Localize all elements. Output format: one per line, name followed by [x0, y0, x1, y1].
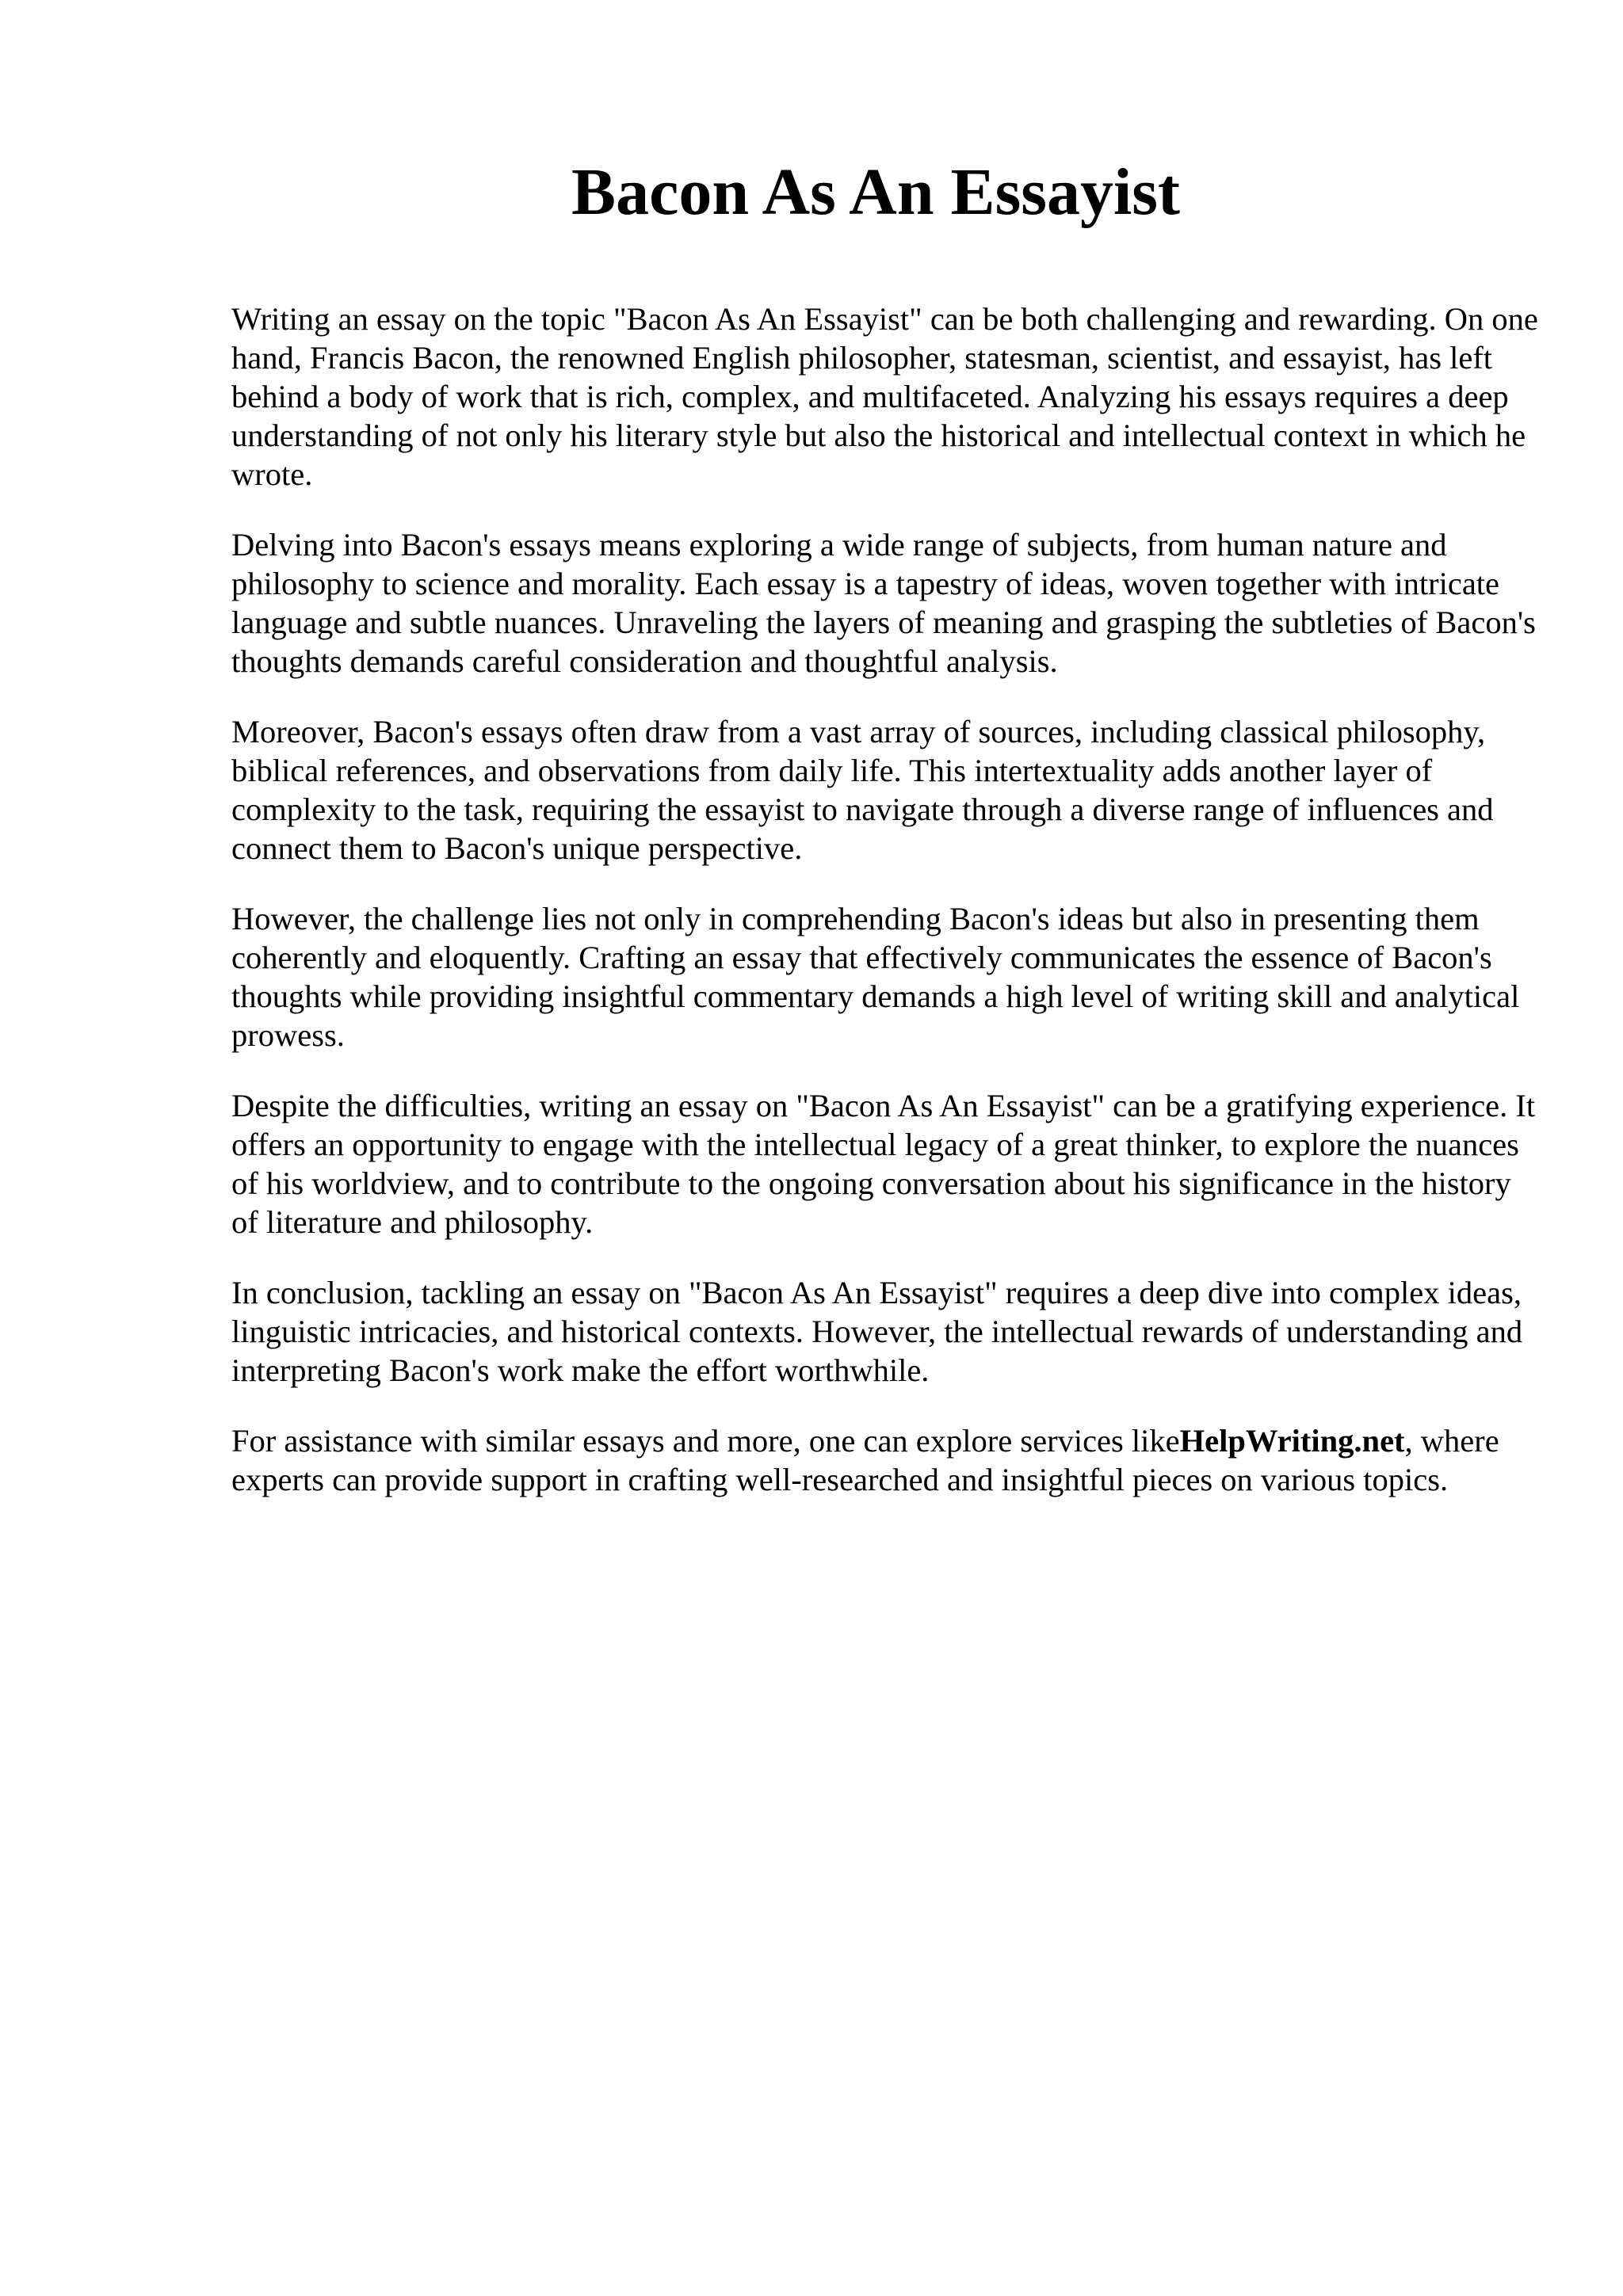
helpwriting-brand-name: HelpWriting.net: [1179, 1423, 1405, 1459]
paragraph-4: However, the challenge lies not only in comprehending Bacon's ideas but also in presenting them coherently and eloquently. Crafting an essay that effectively communicates the essence of Bacon's thoughts while providing insightful commentary demands a high level of writing skill and analytical prowess.: [231, 901, 1520, 1053]
closing-text-before: For assistance with similar essays and more, one can explore services like: [231, 1423, 1180, 1459]
document-body: [231, 299, 1539, 1531]
closing-text-after: , where experts can provide support in crafting well-researched and insightful pieces on various topics.: [231, 1423, 1499, 1497]
paragraph-5: Despite the difficulties, writing an essay on "Bacon As An Essayist" can be a gratifying experience. It offers an opportunity to engage with the intellectual legacy of a great thinker, to explore the nuances of his worldview, and to contribute to the ongoing conversation about his significance in the history of literature and philosophy.: [231, 1088, 1536, 1240]
paragraph-3: Moreover, Bacon's essays often draw from a vast array of sources, including classical philosophy, biblical references, and observations from daily life. This intertextuality adds another layer of complexity to the task, requiring the essayist to navigate through a diverse range of influences and connect them to Bacon's unique perspective.: [231, 714, 1494, 866]
paragraph-6: In conclusion, tackling an essay on "Bacon As An Essayist" requires a deep dive into complex ideas, linguistic intricacies, and historical contexts. However, the intellectual rewards of understanding and interpreting Bacon's work make the effort worthwhile.: [231, 1275, 1523, 1388]
page-title: Bacon As An Essayist: [571, 155, 1180, 229]
paragraph-2: Delving into Bacon's essays means exploring a wide range of subjects, from human nature and philosophy to science and morality. Each essay is a tapestry of ideas, woven together with intricate language and subtle nuances. Unraveling the layers of meaning and grasping the subtleties of Bacon's thoughts demands careful consideration and thoughtful analysis.: [231, 527, 1536, 679]
paragraph-1: Writing an essay on the topic "Bacon As An Essayist" can be both challenging and rewarding. On one hand, Francis Bacon, the renowned English philosopher, statesman, scientist, and essayist, has left behind a body of work that is rich, complex, and multifaceted. Analyzing his essays requires a deep understanding of not only his literary style but also the historical and intellectual context in which he wrote.: [231, 301, 1538, 492]
closing-paragraph: [231, 1421, 1539, 1499]
